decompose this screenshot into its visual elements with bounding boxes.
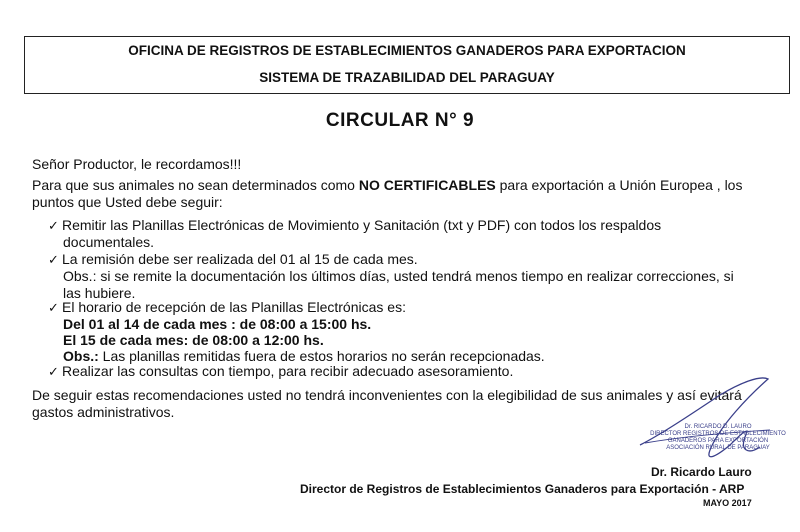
check-icon: ✓ [48,364,59,379]
bullet-2-obs: Obs.: si se remite la documentación los últimos días, usted tendrá menos tiempo en realizar correcciones, si [63,268,734,284]
bullet-2-obs-cont: las hubiere. [63,285,136,301]
stamp-line-1: Dr. RICARDO D. LAURO [684,424,752,430]
schedule-2: El 15 de cada mes: de 08:00 a 12:00 hs. [63,332,324,348]
stamp-line-2: DIRECTOR REGISTROS DE ESTABLECIMIENTO [650,431,786,437]
obs-text: Las planillas remitidas fuera de estos horarios no serán recepcionadas. [98,348,545,364]
closing-line-2: gastos administrativos. [32,404,175,420]
intro-bold: NO CERTIFICABLES [358,177,496,193]
obs-label: Obs.: [63,348,99,364]
bullet-4-text: Realizar las consultas con tiempo, para recibir adecuado asesoramiento. [62,363,514,379]
header-line-2: SISTEMA DE TRAZABILIDAD DEL PARAGUAY [259,70,555,85]
bullet-1-text: Remitir las Planillas Electrónicas de Movimiento y Sanitación (txt y PDF) con todos los respaldos [62,217,662,233]
stamp-line-3: GANADEROS PARA EXPORTACIÓN [667,438,769,444]
closing-line-1: De seguir estas recomendaciones usted no tendrá inconvenientes con la elegibilidad de sus animales y así evitará [32,387,742,403]
intro-post: para exportación a Unión Europea , los [495,177,743,193]
stamp-line-4: ASOCIACIÓN RURAL DE PARAGUAY [666,445,770,451]
bullet-3 [48,299,788,316]
bullet-1 [48,217,788,234]
bullet-1-cont: documentales. [63,234,155,250]
check-icon: ✓ [48,252,59,267]
signer-name: Dr. Ricardo Lauro [651,465,752,479]
bullet-2-text: La remisión debe ser realizada del 01 al 15 de cada mes. [62,251,418,267]
header-line-1: OFICINA DE REGISTROS DE ESTABLECIMIENTOS GANADEROS PARA EXPORTACION [128,43,686,58]
document-date: MAYO 2017 [703,498,752,508]
bullet-2 [48,251,788,268]
intro-pre: Para que sus animales no sean determinados como [32,177,359,193]
check-icon: ✓ [48,218,59,233]
bullet-3-text: El horario de recepción de las Planillas Electrónicas es: [62,299,406,315]
greeting: Señor Productor, le recordamos!!! [32,156,242,172]
intro-line-2: puntos que Usted debe seguir: [32,194,223,210]
schedule-1: Del 01 al 14 de cada mes : de 08:00 a 15:00 hs. [63,316,372,332]
check-icon: ✓ [48,300,59,315]
signer-role: Director de Registros de Establecimientos Ganaderos para Exportación - ARP [300,482,745,496]
circular-title: CIRCULAR N° 9 [325,110,475,131]
header-box [24,36,790,94]
intro-line-1 [32,177,742,194]
